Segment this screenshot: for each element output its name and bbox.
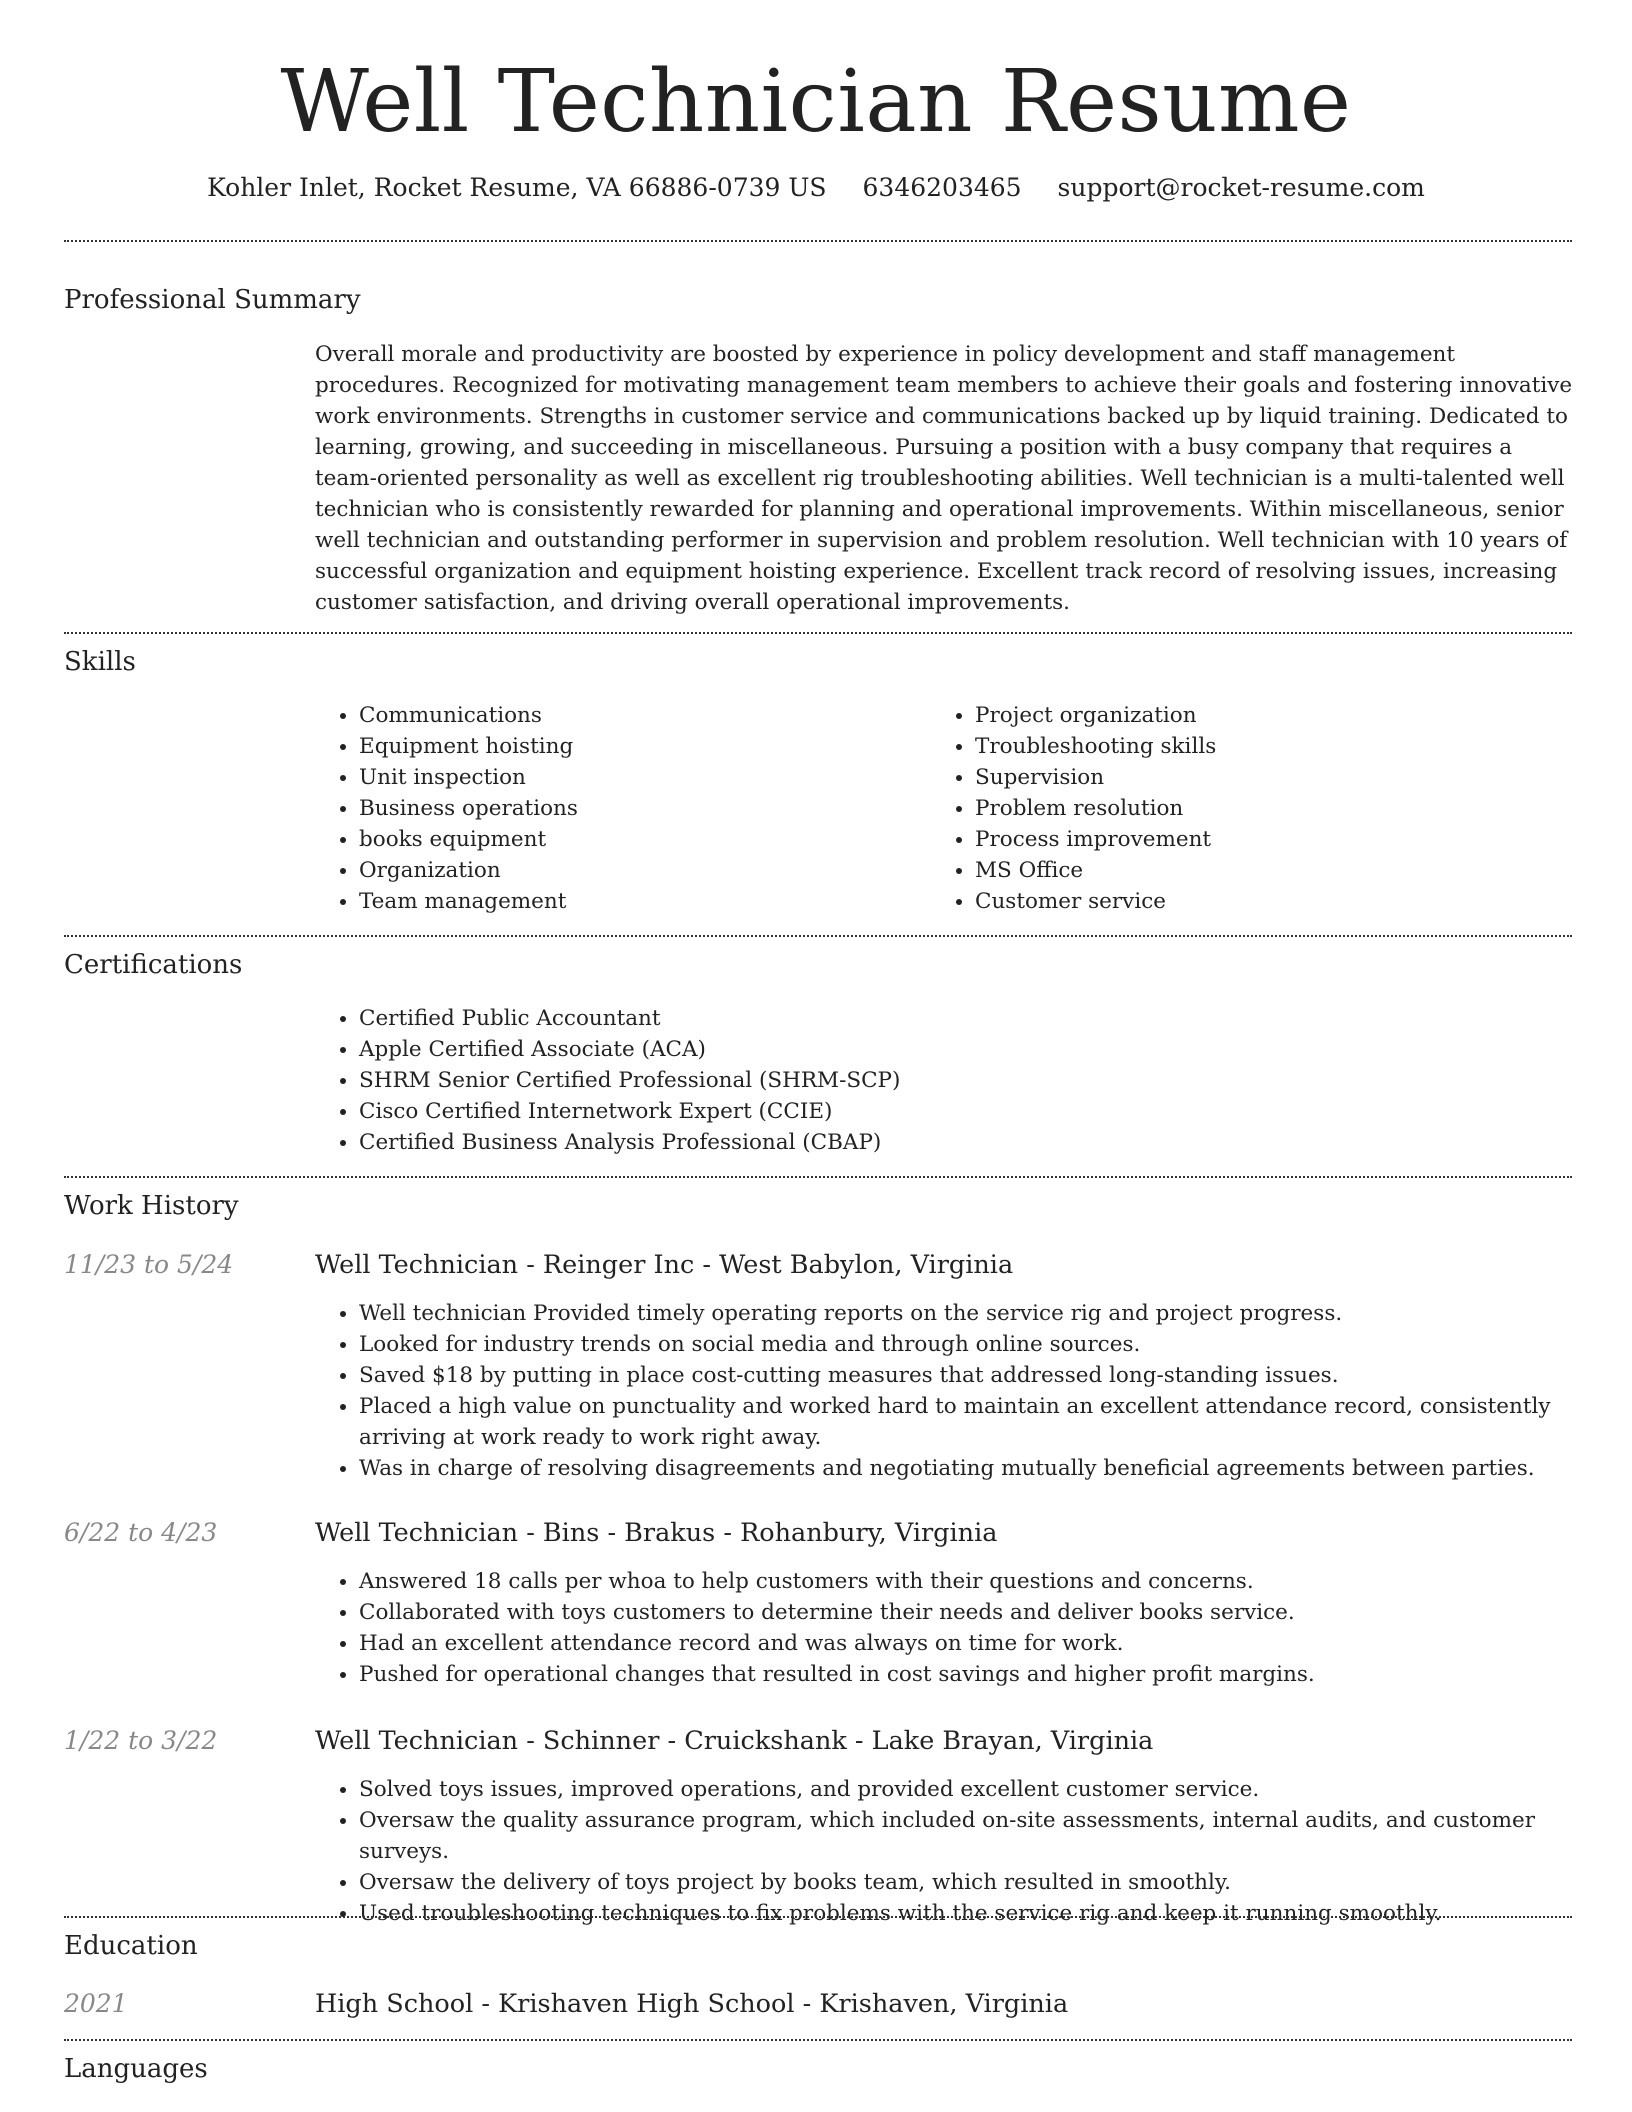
job-bullets	[315, 1298, 1589, 1484]
skill-item: • Business operations	[359, 793, 919, 824]
divider	[64, 2039, 1572, 2041]
divider	[64, 935, 1572, 937]
summary-text: Overall morale and productivity are boosted by experience in policy development and staff management procedures. Recognized for motivating management team members to achieve their goals and fostering innovative work environments. Strengths in customer service and communications backed up by liquid training. Dedicated to learning, growing, and succeeding in miscellaneous. Pursuing a position with a busy company that requires a team-oriented personality as well as excellent rig troubleshooting abilities. Well technician is a multi-talented well technician who is consistently rewarded for planning and operational improvements. Within miscellaneous, senior well technician and outstanding performer in supervision and problem resolution. Well technician with 10 years of successful organization and equipment hoisting experience. Excellent track record of resolving issues, increasing customer satisfaction, and driving overall operational improvements.	[315, 342, 1573, 615]
education-title: High School - Krishaven High School - Krishaven, Virginia	[315, 1989, 1069, 2019]
divider	[64, 632, 1572, 634]
skill-item: • Unit inspection	[359, 762, 919, 793]
job-bullets	[315, 1566, 1589, 1690]
divider	[64, 1176, 1572, 1178]
certification-item: • Certified Public Accountant	[359, 1003, 1559, 1034]
skill-item: • Problem resolution	[975, 793, 1575, 824]
section-heading-education: Education	[64, 1931, 198, 1961]
skill-item: • Supervision	[975, 762, 1575, 793]
job-bullet: • Answered 18 calls per whoa to help customers with their questions and concerns.	[359, 1566, 1589, 1597]
job-bullets	[315, 1774, 1599, 1929]
contact-address: Kohler Inlet, Rocket Resume, VA 66886-0739 US	[207, 173, 827, 202]
skill-item: • Communications	[359, 700, 919, 731]
section-heading-summary: Professional Summary	[64, 285, 361, 315]
section-heading-skills: Skills	[64, 647, 136, 677]
skill-item: • Equipment hoisting	[359, 731, 919, 762]
job-date: 6/22 to 4/23	[64, 1518, 218, 1547]
job-title: Well Technician - Reinger Inc - West Babylon, Virginia	[315, 1250, 1014, 1280]
job-bullet: • Pushed for operational changes that resulted in cost savings and higher profit margins.	[359, 1659, 1589, 1690]
divider	[64, 240, 1572, 242]
divider	[64, 1916, 1572, 1918]
contact-email: support@rocket-resume.com	[1057, 173, 1425, 202]
job-date: 1/22 to 3/22	[64, 1726, 218, 1755]
section-heading-languages: Languages	[64, 2054, 208, 2084]
skill-item: • Customer service	[975, 886, 1575, 917]
certification-item: • SHRM Senior Certified Professional (SHRM-SCP)	[359, 1065, 1559, 1096]
skills-list-right	[931, 700, 1575, 917]
contact-line	[0, 170, 1632, 206]
job-bullet: • Solved toys issues, improved operations, and provided excellent customer service.	[359, 1774, 1599, 1805]
section-heading-work-history: Work History	[64, 1191, 239, 1221]
skill-item: • Project organization	[975, 700, 1575, 731]
contact-phone: 6346203465	[862, 173, 1022, 202]
certification-item: • Certified Business Analysis Professional (CBAP)	[359, 1127, 1559, 1158]
education-date: 2021	[64, 1989, 128, 2018]
certification-item: • Apple Certified Associate (ACA)	[359, 1034, 1559, 1065]
job-bullet: • Had an excellent attendance record and was always on time for work.	[359, 1628, 1589, 1659]
skills-list-left	[315, 700, 919, 917]
skill-item: • MS Office	[975, 855, 1575, 886]
job-bullet: • Oversaw the delivery of toys project by books team, which resulted in smoothly.	[359, 1867, 1599, 1898]
job-bullet: • Looked for industry trends on social media and through online sources.	[359, 1329, 1589, 1360]
job-bullet: • Oversaw the quality assurance program, which included on-site assessments, internal audits, and customer surveys.	[359, 1805, 1599, 1867]
job-bullet: • Used troubleshooting techniques to fix problems with the service rig and keep it running smoothly.	[359, 1898, 1599, 1929]
skill-item: • Process improvement	[975, 824, 1575, 855]
job-bullet: • Placed a high value on punctuality and worked hard to maintain an excellent attendance record, consistently arriving at work ready to work right away.	[359, 1391, 1589, 1453]
job-date: 11/23 to 5/24	[64, 1250, 234, 1279]
job-bullet: • Collaborated with toys customers to determine their needs and deliver books service.	[359, 1597, 1589, 1628]
skill-item: • Team management	[359, 886, 919, 917]
job-bullet: • Well technician Provided timely operating reports on the service rig and project progress.	[359, 1298, 1589, 1329]
certification-item: • Cisco Certified Internetwork Expert (CCIE)	[359, 1096, 1559, 1127]
job-title: Well Technician - Bins - Brakus - Rohanbury, Virginia	[315, 1518, 998, 1548]
certifications-list	[315, 1003, 1559, 1158]
job-bullet: • Saved $18 by putting in place cost-cutting measures that addressed long-standing issues.	[359, 1360, 1589, 1391]
job-bullet: • Was in charge of resolving disagreements and negotiating mutually beneficial agreements between parties.	[359, 1453, 1589, 1484]
resume-title: Well Technician Resume	[280, 52, 1352, 152]
skill-item: • Organization	[359, 855, 919, 886]
section-heading-certifications: Certifications	[64, 950, 243, 980]
job-title: Well Technician - Schinner - Cruickshank - Lake Brayan, Virginia	[315, 1726, 1154, 1756]
skill-item: • books equipment	[359, 824, 919, 855]
skill-item: • Troubleshooting skills	[975, 731, 1575, 762]
